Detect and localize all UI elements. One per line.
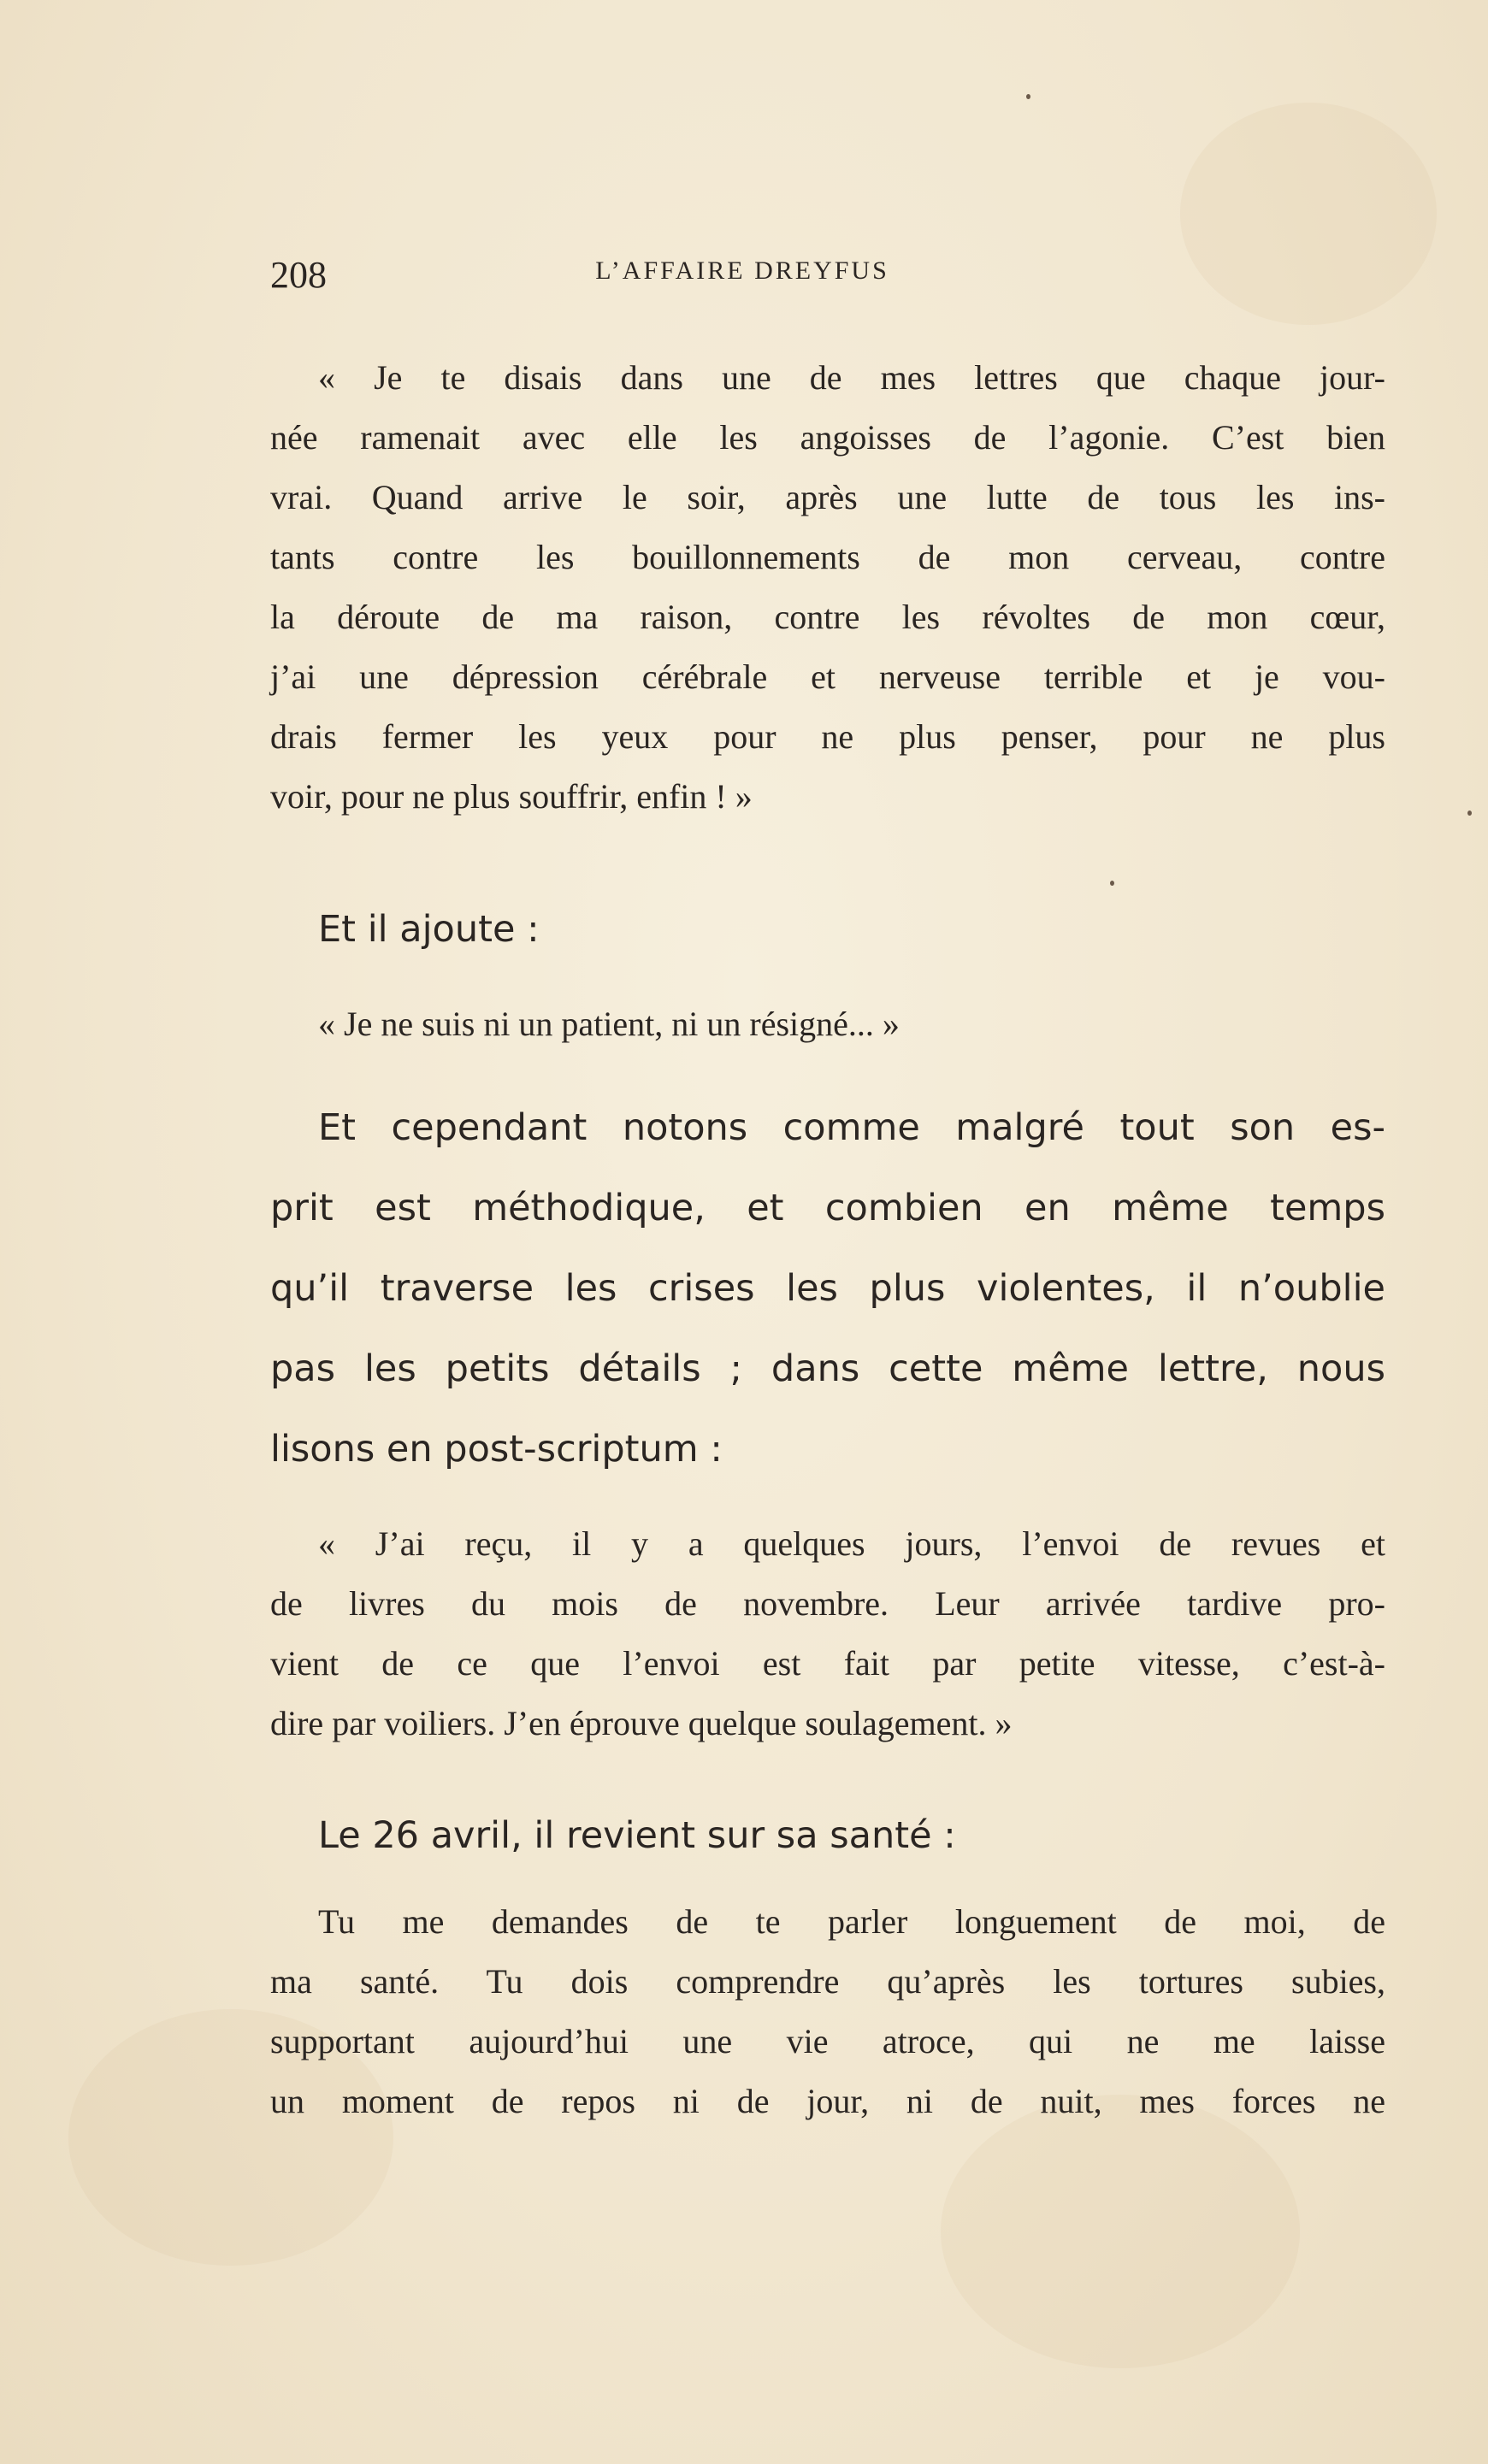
text-line: « J’ai reçu, il y a quelques jours, l’envoi de revues et: [318, 1524, 1385, 1563]
text-line: la déroute de ma raison, contre les révoltes de mon cœur,: [270, 598, 1385, 636]
text-line: dire par voiliers. J’en éprouve quelque soulagement. »: [270, 1704, 1013, 1742]
ink-speck: [1467, 811, 1472, 816]
text-line: vient de ce que l’envoi est fait par petite vitesse, c’est-à-: [270, 1644, 1385, 1683]
text-line: « Je te disais dans une de mes lettres que chaque jour-: [318, 358, 1385, 397]
page-header: [270, 253, 1214, 296]
text-line: née ramenait avec elle les angoisses de l’agonie. C’est bien: [270, 418, 1385, 457]
text-line: « Je ne suis ni un patient, ni un résigné... »: [318, 1005, 900, 1043]
text-line: pas les petits détails ; dans cette même lettre, nous: [270, 1347, 1385, 1390]
text-line: drais fermer les yeux pour ne plus penser, pour ne plus: [270, 717, 1385, 756]
ink-speck: [1110, 881, 1114, 886]
text-line: Tu me demandes de te parler longuement de moi, de: [318, 1902, 1385, 1941]
text-line: Et il ajoute :: [318, 908, 540, 951]
text-line: supportant aujourd’hui une vie atroce, qui ne me laisse: [270, 2022, 1385, 2060]
text-line: vrai. Quand arrive le soir, après une lutte de tous les ins-: [270, 478, 1385, 516]
text-line: de livres du mois de novembre. Leur arrivée tardive pro-: [270, 1584, 1385, 1623]
ink-speck: [1026, 94, 1030, 99]
page-number: 208: [270, 254, 327, 296]
text-line: prit est méthodique, et combien en même temps: [270, 1187, 1385, 1229]
text-line: lisons en post-scriptum :: [270, 1428, 723, 1471]
paper-stain: [941, 2095, 1300, 2368]
text-line: j’ai une dépression cérébrale et nerveuse terrible et je vou-: [270, 657, 1385, 696]
running-title: L’AFFAIRE DREYFUS: [595, 256, 889, 285]
paper-stain: [1180, 103, 1437, 325]
text-line: un moment de repos ni de jour, ni de nuit, mes forces ne: [270, 2082, 1385, 2120]
text-line: ma santé. Tu dois comprendre qu’après les tortures subies,: [270, 1962, 1385, 2001]
text-line: Et cependant notons comme malgré tout son es-: [318, 1106, 1385, 1149]
text-line: tants contre les bouillonnements de mon cerveau, contre: [270, 538, 1385, 576]
text-line: Le 26 avril, il revient sur sa santé :: [318, 1814, 956, 1857]
text-line: voir, pour ne plus souffrir, enfin ! »: [270, 777, 753, 816]
text-line: qu’il traverse les crises les plus violentes, il n’oublie: [270, 1267, 1385, 1310]
